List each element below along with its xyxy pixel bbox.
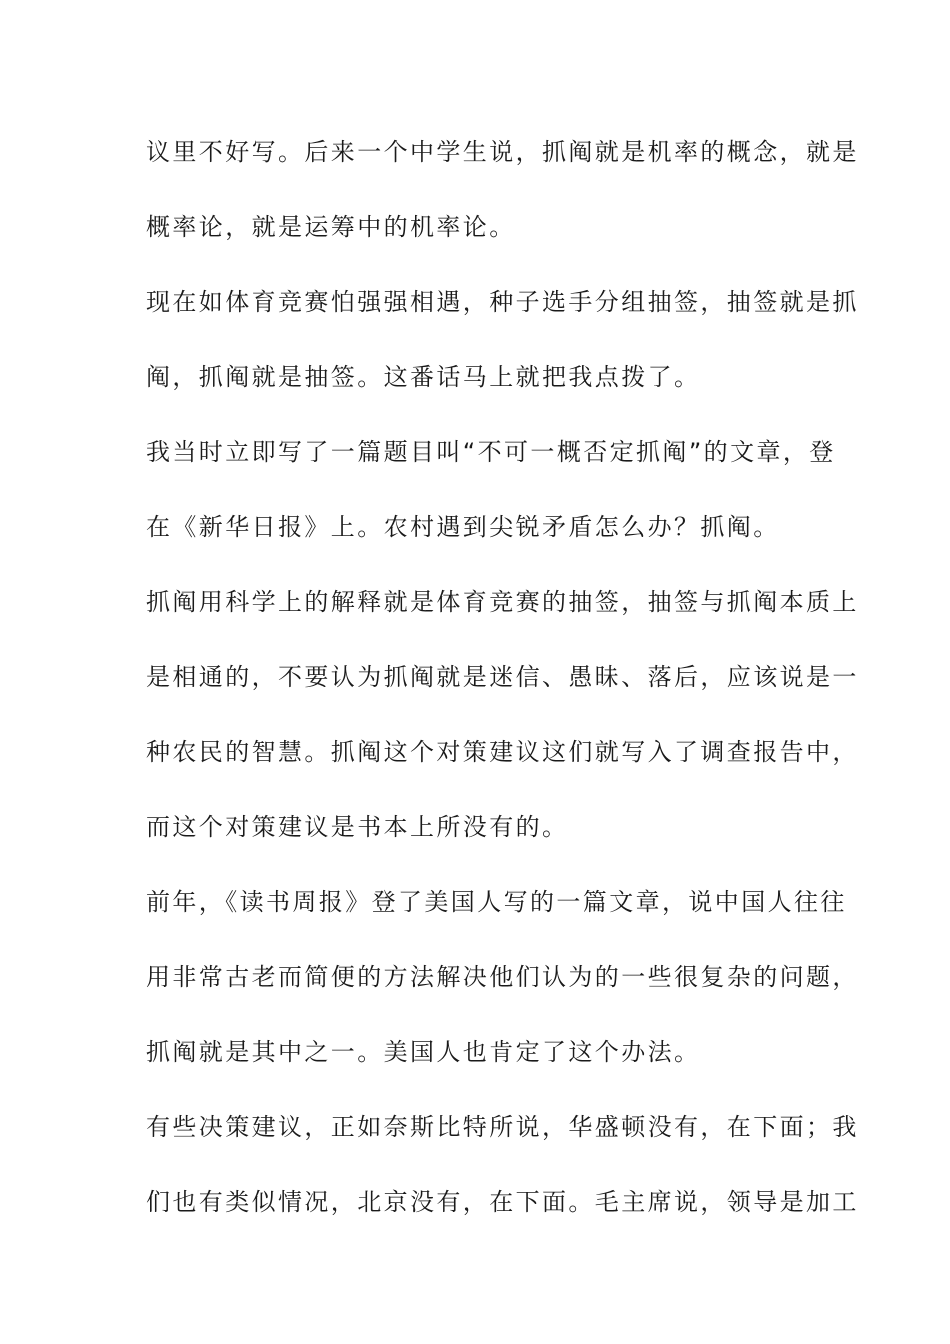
text-line: 前年，《读书周报》登了美国人写的一篇文章，说中国人往往 [146, 888, 847, 916]
text-line: 概率论，就是运筹中的机率论。 [146, 213, 516, 241]
text-line: 阄，抓阄就是抽签。这番话马上就把我点拨了。 [146, 363, 701, 391]
text-line: 们也有类似情况，北京没有，在下面。毛主席说，领导是加工 [146, 1188, 859, 1216]
text-line: 我当时立即写了一篇题目叫“不可一概否定抓阄”的文章，登 [146, 438, 836, 466]
text-line: 是相通的，不要认为抓阄就是迷信、愚昧、落后，应该说是一 [146, 663, 859, 691]
text-line: 而这个对策建议是书本上所没有的。 [146, 813, 569, 841]
text-line: 抓阄用科学上的解释就是体育竞赛的抽签，抽签与抓阄本质上 [146, 588, 859, 616]
text-line: 有些决策建议，正如奈斯比特所说，华盛顿没有，在下面；我 [146, 1113, 859, 1141]
text-line: 现在如体育竞赛怕强强相遇，种子选手分组抽签，抽签就是抓 [146, 288, 859, 316]
text-line: 议里不好写。后来一个中学生说，抓阄就是机率的概念，就是 [146, 138, 859, 166]
text-line: 在《新华日报》上。农村遇到尖锐矛盾怎么办？抓阄。 [146, 513, 780, 541]
body-text [146, 124, 859, 1249]
text-line: 用非常古老而简便的方法解决他们认为的一些很复杂的问题， [146, 963, 859, 991]
text-line: 抓阄就是其中之一。美国人也肯定了这个办法。 [146, 1038, 701, 1066]
text-line: 种农民的智慧。抓阄这个对策建议这们就写入了调查报告中， [146, 738, 859, 766]
